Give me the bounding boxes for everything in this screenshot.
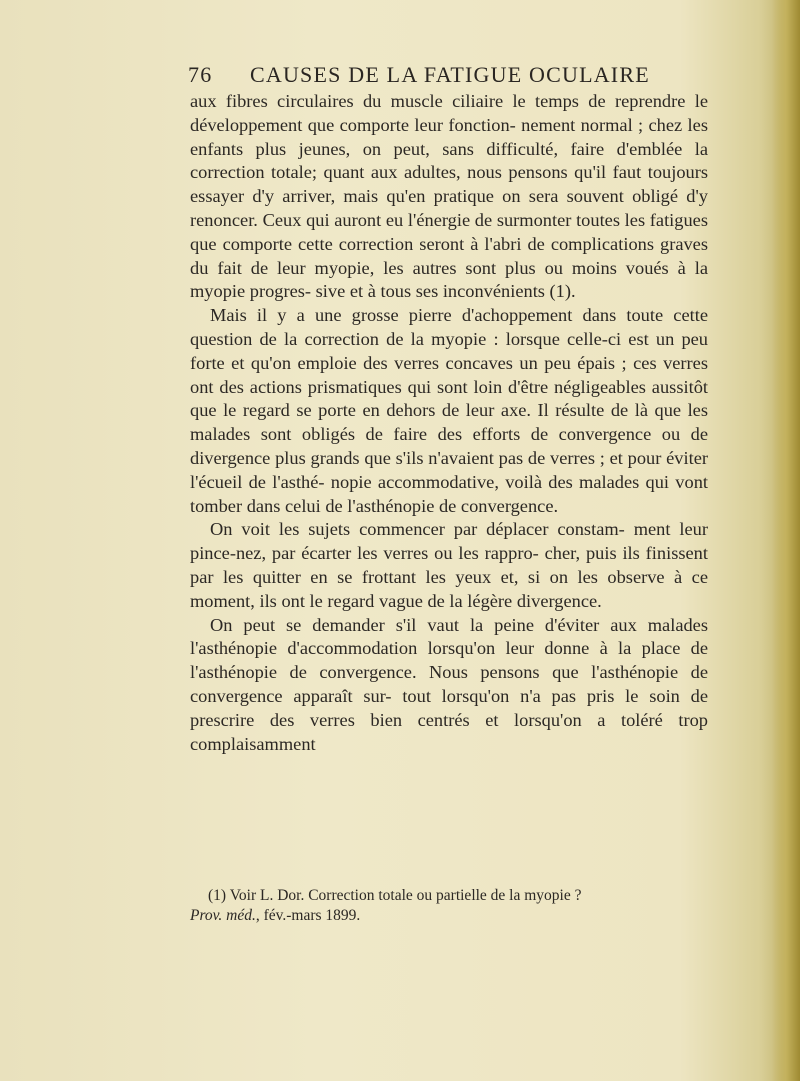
- footnote: [190, 886, 710, 926]
- footnote-marker: (1): [208, 887, 227, 904]
- body-text: [190, 90, 708, 756]
- footnote-source: Prov. méd.: [190, 907, 256, 924]
- footnote-date: , fév.-mars 1899.: [255, 907, 361, 924]
- footnote-line-1: [190, 886, 710, 906]
- page-edge-shadow: [772, 0, 800, 1081]
- paragraph: On peut se demander s'il vaut la peine d'éviter aux malades l'asthénopie d'accommodation lorsqu'on leur donne à la place de l'asthénopie de convergence. Nous pensons que l'asthénopie de convergence apparaît sur- tout lorsqu'on n'a pas pris le soin de prescrire des verres bien centrés et lorsqu'on a toléré trop complaisamment: [190, 614, 708, 754]
- paragraph: aux fibres circulaires du muscle ciliaire le temps de reprendre le développement que comporte leur fonction- nement normal ; chez les enfants plus jeunes, on peut, sans difficulté, faire d'emblée la correction totale; quant aux adultes, nous pensons qu'il faut toujours essayer d'y arriver, mais qu'en pratique on sera souvent obligé d'y renoncer. Ceux qui auront eu l'énergie de surmonter toutes les fatigues que comporte cette correction seront à l'abri de complications graves du fait de leur myopie, les autres sont plus ou moins voués à la myopie progres- sive et à tous ses inconvénients (1).: [190, 91, 708, 302]
- paragraph: Mais il y a une grosse pierre d'achoppement dans toute cette question de la correction de la myopie : lorsque celle-ci est un peu forte et qu'on emploie des verres concaves un peu épais ; ces verres ont des actions prismatiques qui sont loin d'être négligeables aussitôt que le regard se porte en dehors de leur axe. Il résulte de là que les malades sont obligés de faire des efforts de convergence ou de divergence plus grands que s'ils n'avaient pas de verres ; et pour éviter l'écueil de l'asthé- nopie accommodative, voilà des malades qui vont tomber dans celui de l'asthénopie de convergence.: [190, 305, 708, 516]
- running-title: CAUSES DE LA FATIGUE OCULAIRE: [250, 62, 650, 87]
- paragraph: On voit les sujets commencer par déplacer constam- ment leur pince-nez, par écarter les verres ou les rappro- cher, puis ils finissent par les quitter en se frottant les yeux et, si on les observe à ce moment, ils ont le regard vague de la légère divergence.: [190, 519, 708, 611]
- footnote-text: Voir L. Dor. Correction totale ou partielle de la myopie ?: [229, 887, 582, 904]
- page-number: 76: [188, 62, 213, 87]
- footnote-line-2: [190, 906, 710, 926]
